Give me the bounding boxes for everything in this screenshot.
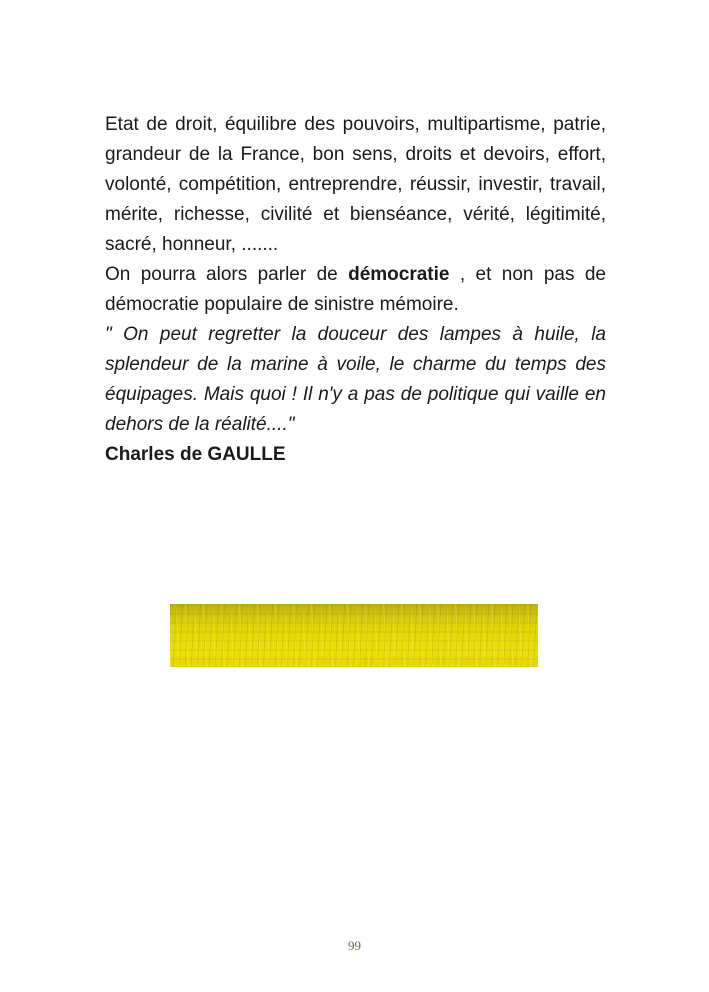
- quote-paragraph: " On peut regretter la douceur des lampes à huile, la splendeur de la marine à voile, le charme du temps des équipages. Mais quoi ! Il n'y a pas de politique qui vaille en dehors de la réalité....": [105, 324, 606, 435]
- paragraph-values: Etat de droit, équilibre des pouvoirs, multipartisme, patrie, grandeur de la France, bon sens, droits et devoirs, effort, volonté, compétition, entreprendre, réussir, investir, travail, mérite, richesse, civilité et bienséance, vérité, légitimité, sacré, honneur, .......: [105, 114, 606, 255]
- paragraph-democracy-suffix: , et non pas de démocratie populaire de sinistre mémoire.: [105, 264, 606, 315]
- text-block: [105, 110, 606, 470]
- paragraph-democracy: [105, 260, 606, 320]
- paragraph-democracy-bold-word: démocratie: [348, 264, 450, 285]
- page-number: 99: [348, 938, 361, 953]
- author-line: Charles de GAULLE: [105, 444, 286, 465]
- paragraph-democracy-prefix: On pourra alors parler de: [105, 264, 349, 285]
- yellow-field-image: [170, 604, 538, 667]
